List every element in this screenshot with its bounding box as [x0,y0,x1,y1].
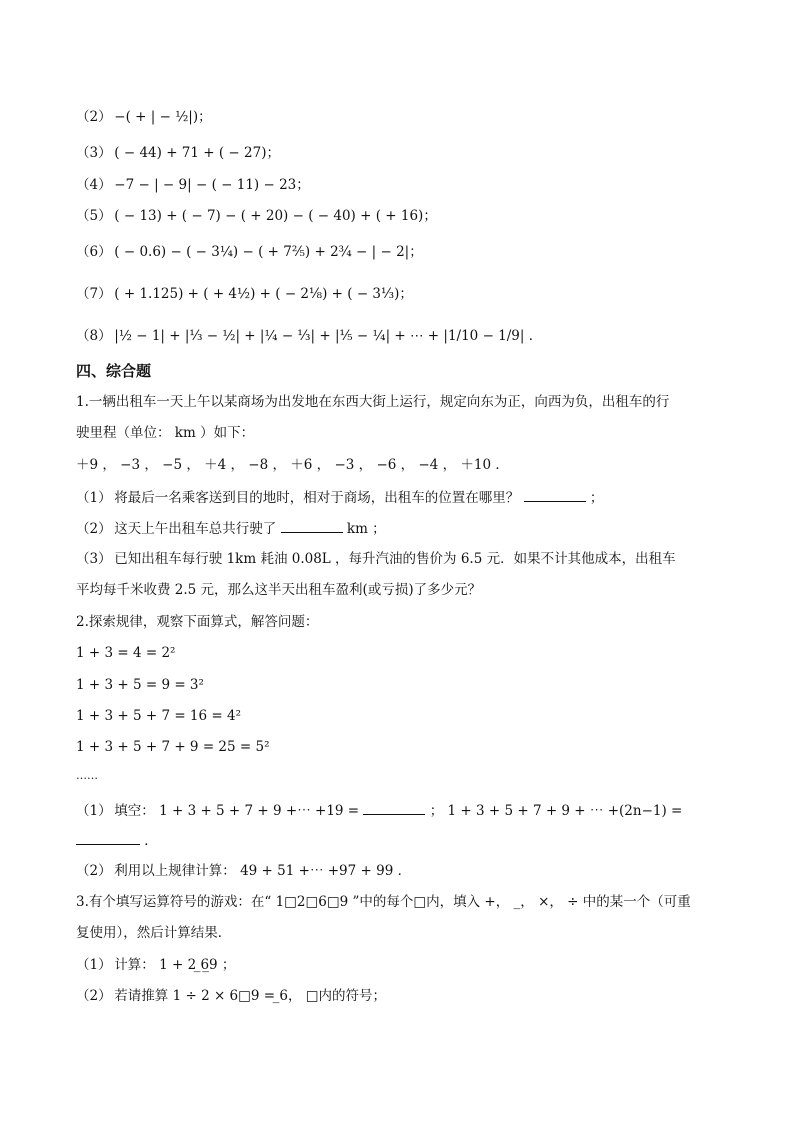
item-expression: −7 − | − 9| − ( − 11) − 23； [114,177,310,193]
item-number: （7） [76,286,112,302]
item-number: （4） [76,177,112,193]
item-expression: |½ − 1| + |⅓ − ½| + |¼ − ⅓| + |⅕ − ¼| + ⋯ + |1/10 − 1/9| ． [114,328,543,344]
sub-question [76,861,411,881]
ellipsis: …… [76,769,98,782]
sub-question-text: ； 1 + 3 + 5 + 7 + 9 + ⋯ +(2n−1) = [429,803,683,819]
sub-question-continuation [76,830,158,851]
sub-question-end: ． [144,833,158,849]
question-stem: 3.有个填写运算符号的游戏：在“ 1□2□6□9 ”中的每个□内，填入 +， _， ×， ÷ 中的某一个（可重 [76,894,691,910]
sub-question-end: ； [589,490,604,506]
exercise-item [76,326,542,346]
item-expression: −( + | − ½|)； [114,109,212,125]
answer-blank[interactable] [524,487,586,502]
sub-question-text: 利用以上规律计算： 49 + 51 +⋯ +97 + 99 ． [114,863,412,879]
sub-question-number: （2） [76,988,112,1004]
pattern-equation: 1 + 3 + 5 + 7 = 16 = 4² [76,708,242,724]
sub-question-number: （2） [76,863,112,879]
sub-question [76,487,603,508]
exercise-item [76,284,413,304]
sub-question [76,986,386,1006]
sub-question-number: （3） [76,551,112,567]
sub-question [76,518,386,539]
exercise-item [76,143,280,163]
question-stem: 驶里程（单位： km ）如下： [76,425,255,441]
sub-question-text: 计算： 1 + 2 ̲6̲9 ； [114,957,236,973]
sub-question-number: （1） [76,490,112,506]
sub-question [76,549,676,569]
question-stem: 复使用），然后计算结果． [76,925,232,941]
section-heading: 四、综合题 [76,362,152,380]
answer-blank[interactable] [281,518,343,533]
pattern-equation: 1 + 3 + 5 + 7 + 9 = 25 = 5² [76,739,270,755]
answer-blank[interactable] [363,800,425,815]
sub-question-continuation: 平均每千米收费 2.5 元，那么这半天出租车盈利(或亏损)了多少元？ [76,582,482,598]
item-expression: ( − 0.6) − ( − 3¼) − ( + 7⅖) + 2¾ − | − 2|； [114,244,423,260]
exercise-item [76,107,212,127]
sub-question-text: 这天上午出租车总共行驶了 [114,521,277,537]
question-stem: 1.一辆出租车一天上午以某商场为出发地在东西大街上运行，规定向东为正，向西为负，出租车的行 [76,394,670,410]
sub-question [76,800,682,821]
item-number: （3） [76,145,112,161]
item-number: （2） [76,109,112,125]
sub-question-number: （1） [76,957,112,973]
sub-question-text: 将最后一名乘客送到目的地时，相对于商场，出租车的位置在哪里？ [114,490,520,506]
item-number: （8） [76,328,112,344]
sub-question-number: （1） [76,803,112,819]
sub-question-text: 若请推算 1 ÷ 2 × 6□9 = ̲6， □内的符号； [114,988,387,1004]
sub-question-text: 填空： 1 + 3 + 5 + 7 + 9 +⋯ +19 = [114,803,360,819]
sub-question-text: 已知出租车每行驶 1km 耗油 0.08L ，每升汽油的售价为 6.5 元．如果不计其他成本，出租车 [114,551,676,567]
exercise-item [76,206,437,226]
sub-question-number: （2） [76,521,112,537]
question-stem: 2.探索规律，观察下面算式，解答问题： [76,614,319,630]
mileage-list: ＋9 ， −3 ， −5 ， ＋4 ， −8 ， ＋6 ， −3 ， −6 ， −4 ， ＋10 ． [76,457,509,473]
sub-question-end: km ； [346,521,386,537]
item-expression: ( − 13) + ( − 7) − ( + 20) − ( − 40) + ( + 16)； [114,208,437,224]
pattern-equation: 1 + 3 + 5 = 9 = 3² [76,677,204,693]
item-number: （6） [76,244,112,260]
item-number: （5） [76,208,112,224]
exercise-item [76,242,423,262]
item-expression: ( − 44) + 71 + ( − 27)； [114,145,280,161]
answer-blank[interactable] [76,830,140,845]
pattern-equation: 1 + 3 = 4 = 2² [76,645,176,661]
sub-question [76,955,235,975]
exercise-item [76,175,310,195]
item-expression: ( + 1.125) + ( + 4½) + ( − 2⅛) + ( − 3⅓)； [114,286,413,302]
